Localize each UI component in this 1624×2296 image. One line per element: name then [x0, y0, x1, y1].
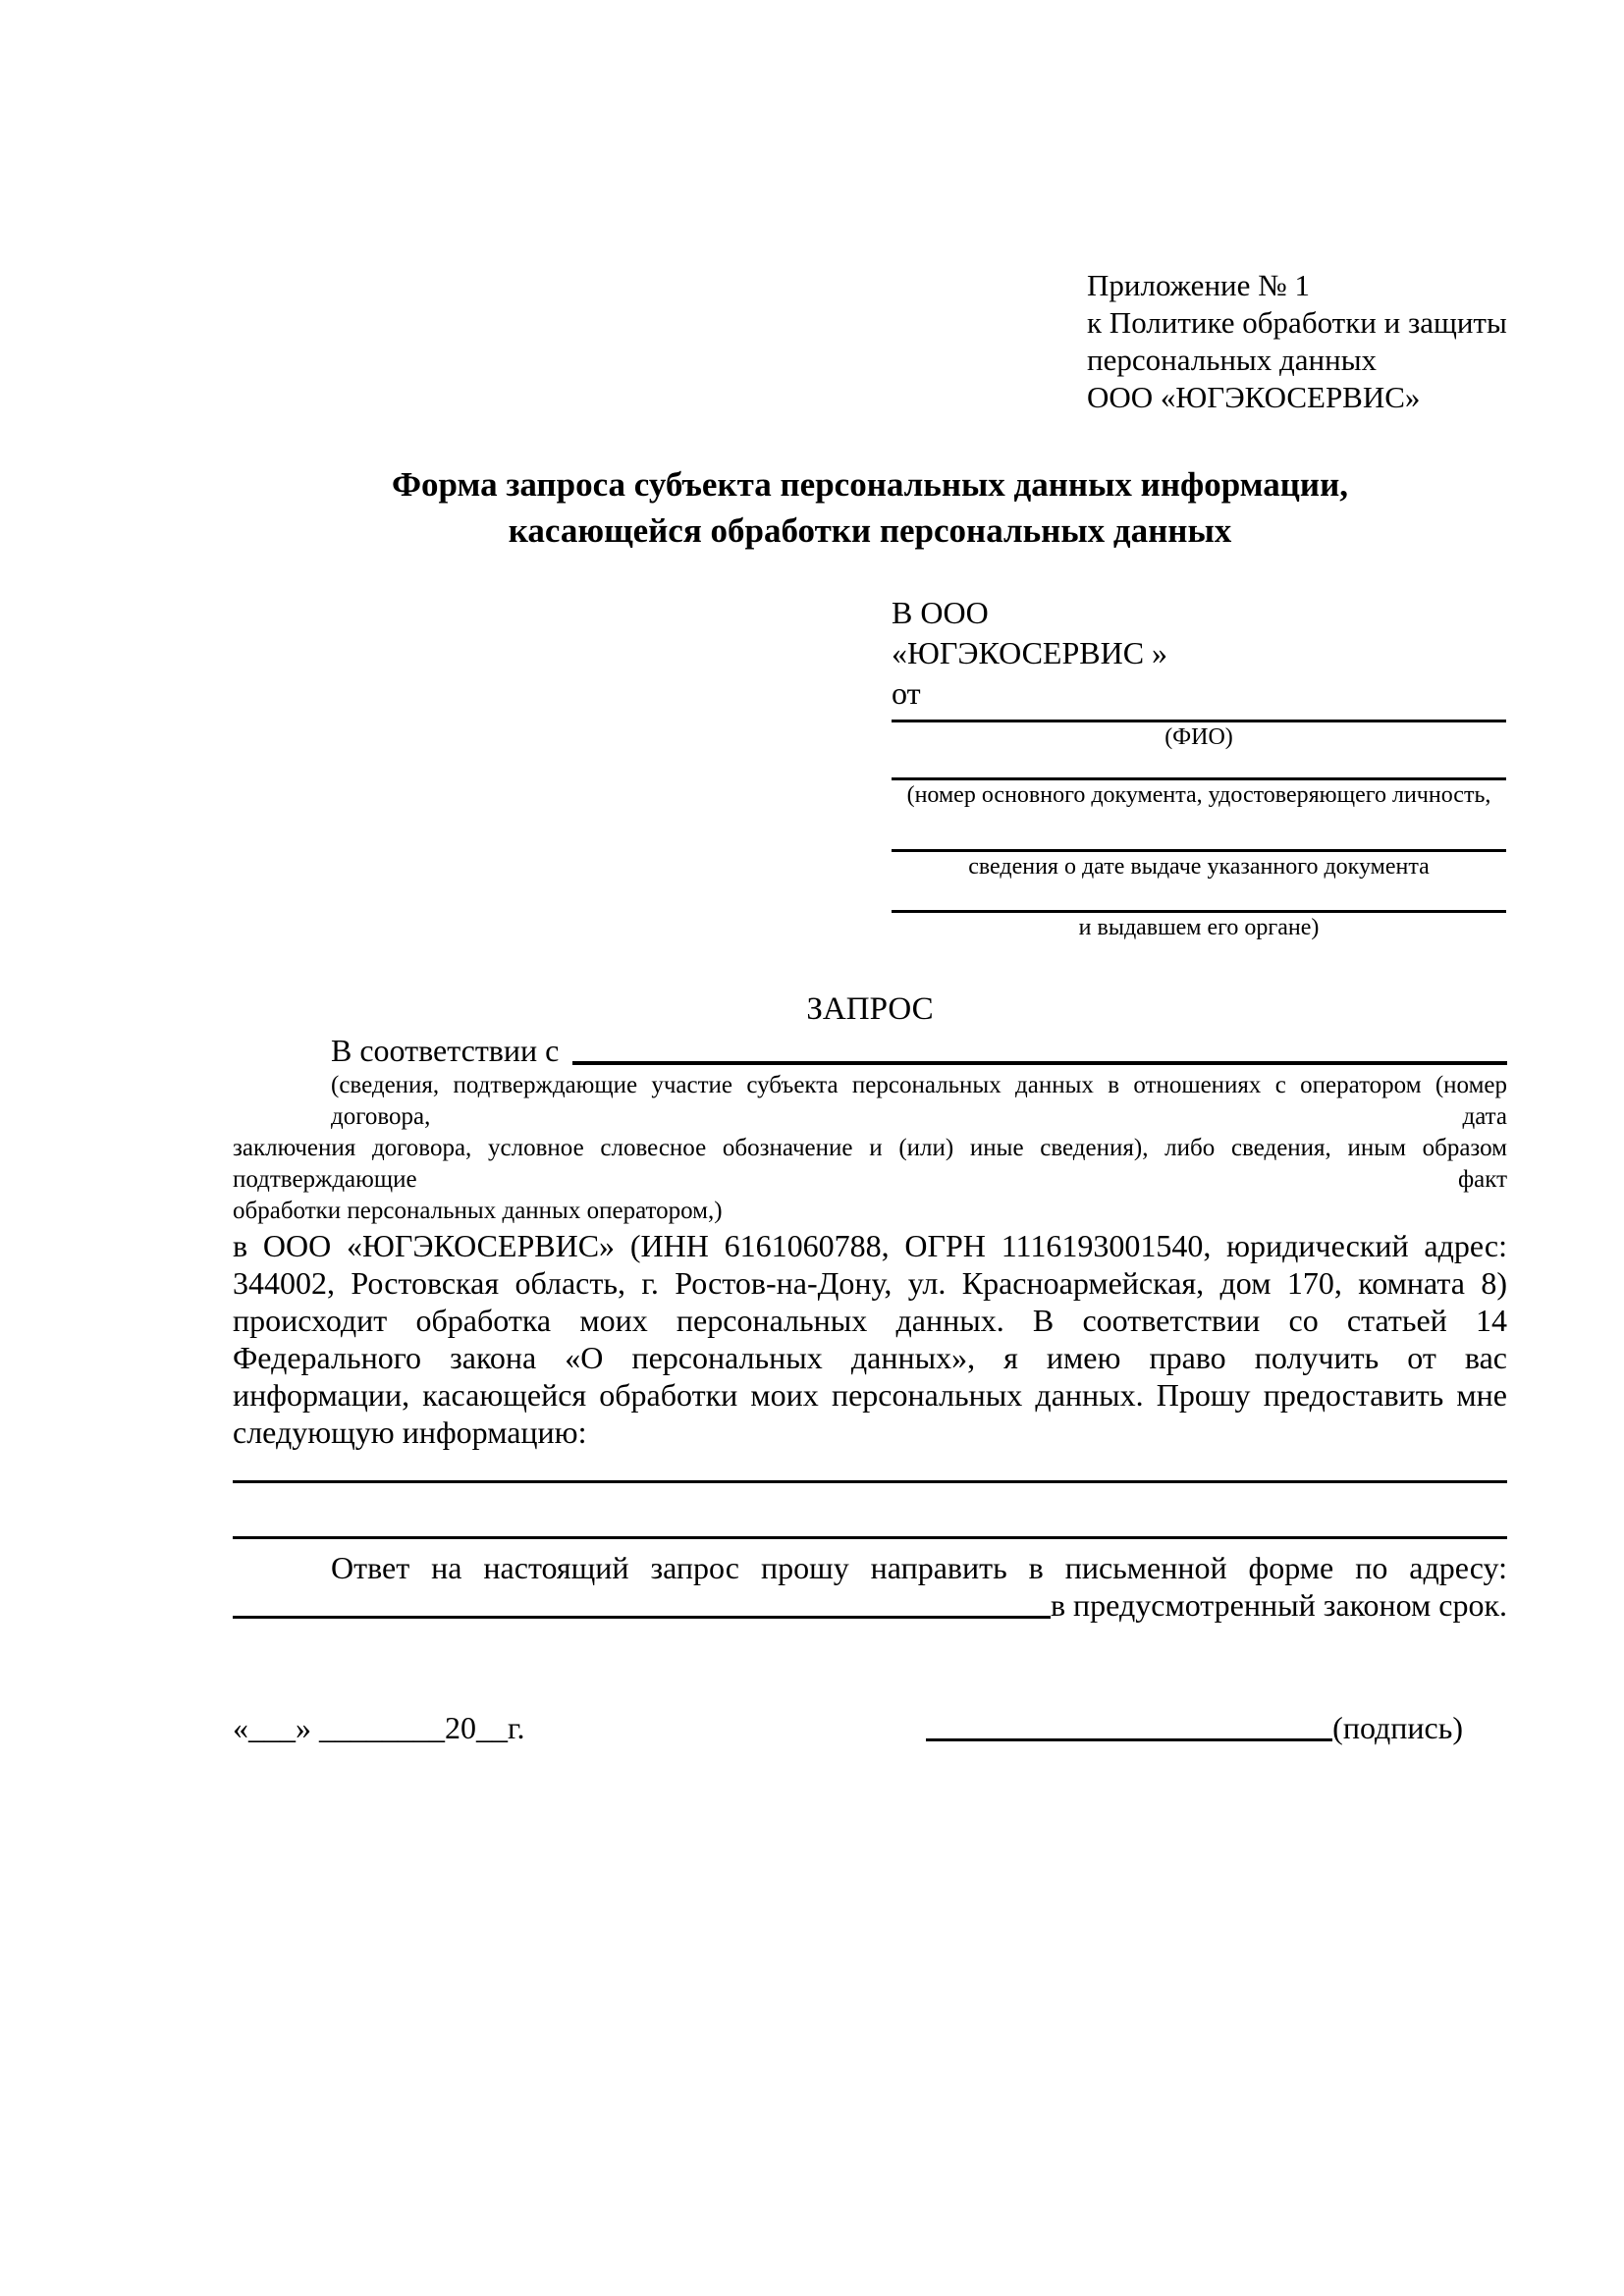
accordance-label: В соответствии с [331, 1033, 560, 1068]
note-line: обработки персональных данных оператором,) [233, 1198, 723, 1224]
signature-caption: (подпись) [1332, 1710, 1463, 1745]
appendix-line: Приложение № 1 [1087, 268, 1310, 302]
body-line: следующую информацию: [233, 1415, 587, 1450]
addressee-line3: от [892, 675, 921, 711]
appendix-line: персональных данных [1087, 343, 1378, 377]
signature-blank-line [926, 1738, 1332, 1741]
signature-group [926, 1708, 1463, 1747]
reply-address-line: Ответ на настоящий запрос прошу направить в письменной форме по адресу: [331, 1550, 1507, 1585]
body-line: информации, касающейся обработки моих персональных данных. Прошу предоставить мне [233, 1377, 1507, 1413]
body-line: в ООО «ЮГЭКОСЕРВИС» (ИНН 6161060788, ОГРН 1116193001540, юридический адрес: [233, 1228, 1507, 1263]
document-title-line2: касающейся обработки персональных данных [508, 511, 1232, 550]
explanatory-note [233, 1070, 1507, 1227]
reply-address-row [233, 1586, 1507, 1624]
document-number-blank-line [892, 752, 1506, 780]
note-line: заключения договора, условное словесное обозначение и (или) иные сведения), либо сведения, иным образом подтверждающие факт [233, 1135, 1507, 1193]
date-blank-text: «___» ________20__г. [233, 1710, 525, 1745]
appendix-line: к Политике обработки и защиты [1087, 305, 1507, 340]
addressee-block [892, 593, 1506, 942]
document-title [233, 461, 1507, 554]
issue-date-caption: сведения о дате выдаче указанного документа [968, 854, 1430, 880]
appendix-block [1087, 267, 1507, 416]
request-heading: ЗАПРОС [806, 991, 934, 1027]
appendix-line: ООО «ЮГЭКОСЕРВИС» [1087, 380, 1421, 414]
information-blank-line-2 [233, 1536, 1507, 1539]
reply-tail-text: в предусмотренный законом срок. [1050, 1587, 1507, 1623]
body-line: Федерального закона «О персональных данных», я имею право получить от вас [233, 1340, 1507, 1375]
body-line: 344002, Ростовская область, г. Ростов-на-Дону, ул. Красноармейская, дом 170, комната 8) [233, 1265, 1507, 1301]
date-signature-row [233, 1708, 1507, 1747]
issue-date-blank-line [892, 810, 1506, 852]
issuing-authority-caption: и выдавшем его органе) [1078, 915, 1320, 940]
fio-blank-line [892, 714, 1506, 722]
body-line: происходит обработка моих персональных данных. В соответствии со статьей 14 [233, 1303, 1507, 1338]
accordance-blank-line [572, 1031, 1507, 1065]
accordance-row [233, 1031, 1507, 1070]
document-title-line1: Форма запроса субъекта персональных данных информации, [391, 465, 1349, 504]
document-number-caption: (номер основного документа, удостоверяющего личность, [906, 782, 1491, 808]
fio-caption: (ФИО) [1164, 724, 1233, 750]
issuing-authority-blank-line [892, 881, 1506, 913]
body-paragraph [233, 1227, 1507, 1451]
addressee-line1: В ООО [892, 595, 989, 630]
addressee-line2: «ЮГЭКОСЕРВИС » [892, 635, 1168, 670]
address-blank-line [233, 1586, 1051, 1619]
note-line: (сведения, подтверждающие участие субъекта персональных данных в отношениях с оператором (номер договора, дата [331, 1072, 1507, 1130]
information-blank-line-1 [233, 1480, 1507, 1483]
